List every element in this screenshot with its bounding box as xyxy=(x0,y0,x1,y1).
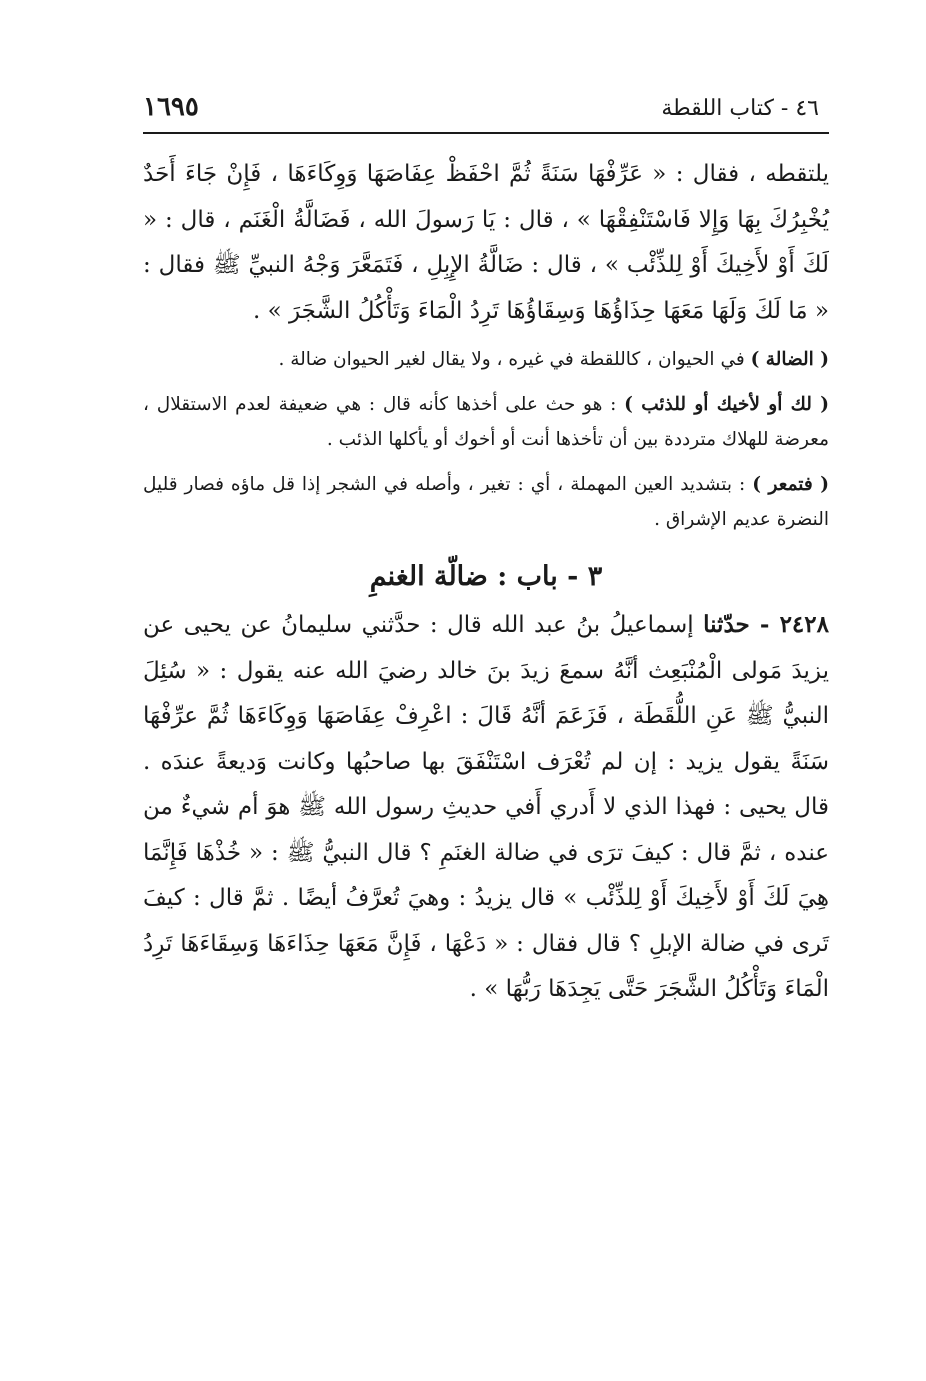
hadith-text: إسماعيلُ بنُ عبد الله قال : حدَّثني سليمانُ عن يحيى عن يزيدَ مَولى الْمُنْبَعِث أنَّهُ سمعَ زيدَ بنَ خالد رضيَ الله عنه يقول : « سُئِلَ النبيُّ ﷺ عَنِ اللُّقَطَة ، فَزَعَمَ أنَّهُ قَالَ : اعْرِفْ عِفَاصَهَا وَوِكَاءَهَا ثُمَّ عرِّفْهَا سَنَةً يقول يزيد : إن لم تُعْرَف اسْتَنْفَقَ بها صاحبُها وكانت وَديعةً عندَه . قال يحيى : فهذا الذي لا أَدري أَفي حديثِ رسول الله ﷺ هوَ أم شيءٌ من عنده ، ثمَّ قال : كيفَ ترَى في ضالة الغنَمِ ؟ قال النبيُّ ﷺ : « خُذْهَا فَإِنَّمَا هِيَ لَكَ أَوْ لأَخِيكَ أَوْ لِلذِّئْب » قال يزيدُ : وهيَ تُعرَّفُ أيضًا . ثمَّ قال : كيفَ تَرى في ضالة الإبلِ ؟ قال فقال : « دَعْهَا ، فَإِنَّ مَعَهَا حِذَاءَهَا وَسِقَاءَهَا تَرِدُ الْمَاءَ وَتَأْكُلُ الشَّجَرَ حَتَّى يَجِدَهَا رَبُّهَا » . xyxy=(143,612,829,1002)
continued-hadith xyxy=(143,152,829,334)
explanatory-notes xyxy=(143,342,829,537)
note-text: في الحيوان ، كاللقطة في غيره ، ولا يقال لغير الحيوان ضالة . xyxy=(278,349,751,370)
chapter-title: ٤٦ - كتاب اللقطة xyxy=(661,96,819,121)
note-term: ( لك أو لأخيك أو للذئب ) xyxy=(624,394,829,415)
page-header xyxy=(143,92,829,134)
book-page xyxy=(143,92,829,1292)
note-term: ( فتمعر ) xyxy=(752,474,829,495)
note-tamaar xyxy=(143,467,829,537)
note-term: ( الضالة ) xyxy=(750,349,829,370)
page-number: ١٦٩٥ xyxy=(143,92,199,122)
continued-hadith-text: يلتقطه ، فقال : « عَرِّفْهَا سَنَةً ثُمَّ احْفَظْ عِفَاصَهَا وَوِكَاءَهَا ، فَإِنْ جَاءَ أَحَدٌ يُخْبِرُكَ بِهَا وَإِلا فَاسْتَنْفِقْهَا » ، قال : يَا رَسولَ الله ، فَضَالَّةُ الْغَنَم ، قال : « لَكَ أَوْ لأَخِيكَ أَوْ لِلذِّئْب » ، قال : ضَالَّةُ الإِبِلِ ، فَتَمَعَّرَ وَجْهُ النبيِّ ﷺ فقال : « مَا لَكَ وَلَهَا مَعَهَا حِذَاؤُهَا وَسِقَاؤُهَا تَرِدُ الْمَاءَ وَتَأْكُلُ الشَّجَرَ » . xyxy=(143,161,829,324)
note-text: : بتشديد العين المهملة ، أي : تغير ، وأصله في الشجر إذا قل ماؤه فصار قليل النضرة عديم الإشراق . xyxy=(143,474,829,530)
hadith-number: ٢٤٢٨ xyxy=(779,611,829,638)
hadith-2428 xyxy=(143,602,829,1013)
note-dalla xyxy=(143,342,829,377)
note-laka xyxy=(143,387,829,457)
section-heading: ٣ - باب : ضالّة الغنمِ xyxy=(369,561,603,592)
note-text: : هو حث على أخذها كأنه قال : هي ضعيفة لعدم الاستقلال ، معرضة للهلاك مترددة بين أن تأخذها أنت أو أخوك أو يأكلها الذئب . xyxy=(143,394,829,450)
hadith-lead: - حدّثنا xyxy=(703,611,780,638)
